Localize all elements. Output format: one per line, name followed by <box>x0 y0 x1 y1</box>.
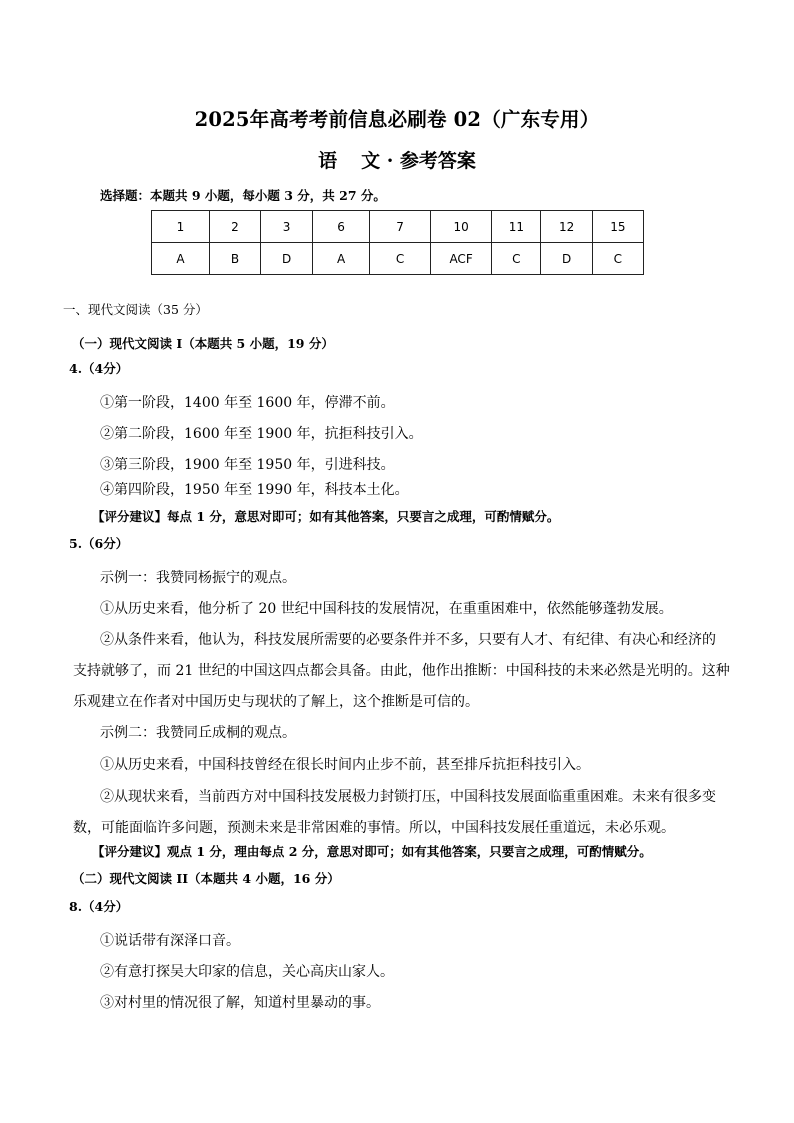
scoring-note: 【评分建议】观点 1 分，理由每点 2 分，意思对即可；如有其他答案，只要言之成理，可酌情赋分。 <box>92 844 652 859</box>
answer-cell: ACF <box>430 243 491 275</box>
section-heading: 一、现代文阅读（35 分） <box>63 302 208 317</box>
question-number: 15 <box>592 211 643 243</box>
answer-line: ①第一阶段，1400 年至 1600 年，停滞不前。 <box>100 395 395 411</box>
question-number: 12 <box>541 211 592 243</box>
answer-line: 示例一：我赞同杨振宁的观点。 <box>100 570 296 586</box>
question-number: 6 <box>313 211 370 243</box>
question-number: 3 <box>261 211 313 243</box>
answer-line: ②有意打探吴大印家的信息，关心高庆山家人。 <box>100 964 394 980</box>
mcq-intro: 选择题：本题共 9 小题，每小题 3 分，共 27 分。 <box>100 188 386 203</box>
question-number: 2 <box>209 211 260 243</box>
answer-line: ④第四阶段，1950 年至 1990 年，科技本土化。 <box>100 482 409 498</box>
answer-line: 乐观建立在作者对中国历史与现状的了解上，这个推断是可信的。 <box>73 694 479 710</box>
answer-table <box>151 210 644 275</box>
answer-cell: A <box>152 243 210 275</box>
answer-cell: C <box>592 243 643 275</box>
subsection-heading: （一）现代文阅读 I（本题共 5 小题，19 分） <box>72 336 334 351</box>
answer-line: ③对村里的情况很了解，知道村里暴动的事。 <box>100 995 380 1011</box>
answer-line: 支持就够了，而 21 世纪的中国这四点都会具备。由此，他作出推断：中国科技的未来必然是光明的。这种 <box>73 663 730 679</box>
question-number: 10 <box>430 211 491 243</box>
answer-cell: C <box>492 243 541 275</box>
subsection-heading: （二）现代文阅读 II（本题共 4 小题，16 分） <box>72 871 340 886</box>
answer-line: ①从历史来看，他分析了 20 世纪中国科技的发展情况，在重重困难中，依然能够蓬勃发展。 <box>100 601 673 617</box>
question-number: 11 <box>492 211 541 243</box>
question-number: 7 <box>370 211 431 243</box>
answer-table-numbers-row <box>152 211 644 243</box>
answer-table-answers-row <box>152 243 644 275</box>
answer-line: ②第二阶段，1600 年至 1900 年，抗拒科技引入。 <box>100 426 423 442</box>
question-number: 1 <box>152 211 210 243</box>
answer-line: ①从历史来看，中国科技曾经在很长时间内止步不前，甚至排斥抗拒科技引入。 <box>100 757 590 773</box>
answer-line: ①说话带有深泽口音。 <box>100 933 240 949</box>
answer-cell: D <box>541 243 592 275</box>
question-label: 4.（4分） <box>69 361 129 376</box>
subtitle-answer-key: 文 · 参考答案 <box>361 150 476 172</box>
document-title: 2025年高考考前信息必刷卷 02（广东专用） <box>194 108 600 131</box>
answer-line: ③第三阶段，1900 年至 1950 年，引进科技。 <box>100 457 395 473</box>
document-subtitle <box>0 146 794 173</box>
subtitle-subject: 语 <box>318 150 338 172</box>
answer-cell: D <box>261 243 313 275</box>
scoring-note: 【评分建议】每点 1 分，意思对即可；如有其他答案，只要言之成理，可酌情赋分。 <box>92 509 560 524</box>
answer-cell: C <box>370 243 431 275</box>
answer-cell: B <box>209 243 260 275</box>
answer-cell: A <box>313 243 370 275</box>
answer-line: 数，可能面临许多问题，预测未来是非常困难的事情。所以，中国科技发展任重道远，未必乐观。 <box>73 820 675 836</box>
answer-line: ②从现状来看，当前西方对中国科技发展极力封锁打压，中国科技发展面临重重困难。未来有很多变 <box>100 789 716 805</box>
answer-line: ②从条件来看，他认为，科技发展所需要的必要条件并不多，只要有人才、有纪律、有决心和经济的 <box>100 632 716 648</box>
question-label: 8.（4分） <box>69 899 129 914</box>
answer-line: 示例二：我赞同丘成桐的观点。 <box>100 725 296 741</box>
question-label: 5.（6分） <box>69 536 129 551</box>
